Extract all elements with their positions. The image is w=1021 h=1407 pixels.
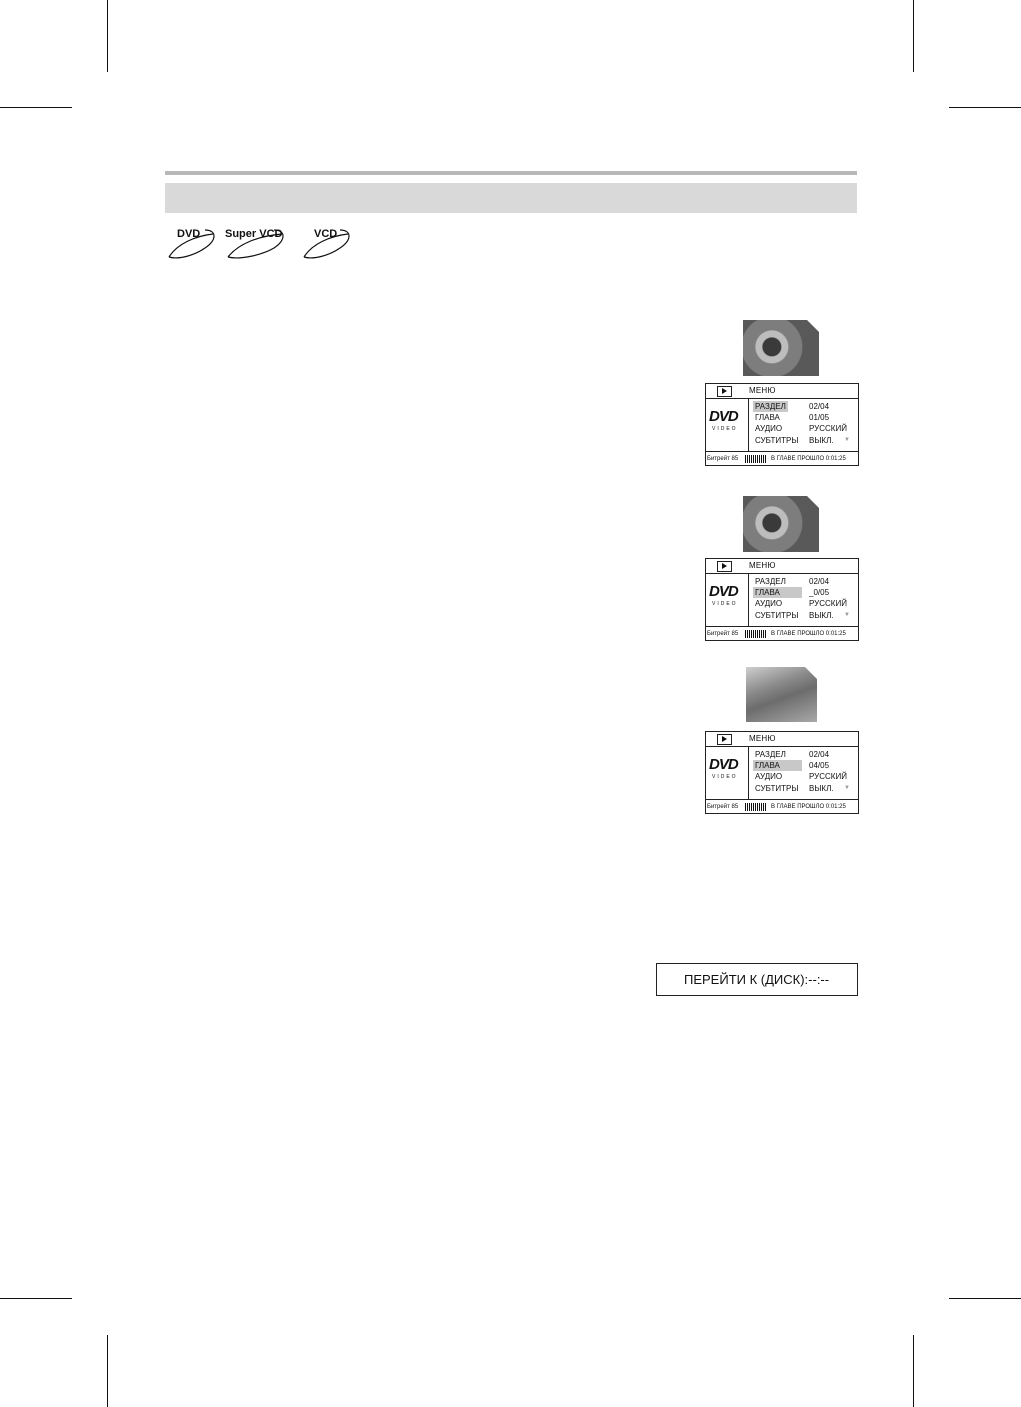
top-rule: [165, 171, 857, 175]
osd-row-title[interactable]: [751, 749, 857, 760]
crop-mark: [913, 1335, 914, 1407]
osd-menu-label: МЕНЮ: [749, 561, 776, 570]
crop-mark: [0, 1298, 72, 1299]
osd-row-subtitles[interactable]: [751, 435, 857, 446]
osd-row-label: АУДИО: [755, 599, 783, 609]
dvd-logo-subtext: VIDEO: [712, 426, 738, 432]
osd-row-audio[interactable]: [751, 423, 857, 434]
scroll-down-icon: ▼: [844, 437, 850, 443]
osd-row-label: СУБТИТРЫ: [755, 610, 799, 620]
osd-row-value: ВЫКЛ.: [809, 610, 834, 620]
scroll-down-icon: ▼: [844, 785, 850, 791]
disc-badge-dvd: [165, 222, 217, 262]
osd-row-value: 02/04: [809, 750, 830, 759]
osd-menu-panel: [705, 731, 859, 814]
osd-row-label: ГЛАВА: [753, 587, 802, 598]
scroll-down-icon: ▼: [844, 612, 850, 618]
dvd-video-logo: [706, 747, 749, 799]
goto-disc-time-box[interactable]: [656, 963, 858, 996]
elapsed-time: В ГЛАВЕ ПРОШЛО 0:01:25: [771, 456, 846, 462]
crop-mark: [0, 107, 72, 108]
osd-row-value: РУССКИЙ: [809, 772, 847, 782]
osd-row-label: РАЗДЕЛ: [755, 577, 786, 586]
crop-mark: [949, 107, 1021, 108]
osd-row-subtitles[interactable]: [751, 610, 857, 621]
osd-status-bar: [706, 451, 858, 466]
video-thumbnail-forest: [746, 667, 817, 722]
osd-row-value: 01/05: [809, 413, 830, 423]
osd-row-audio[interactable]: [751, 771, 857, 782]
osd-menu-label: МЕНЮ: [749, 386, 776, 395]
dvd-video-logo: [706, 574, 749, 626]
bitrate-label: Битрейт 85: [707, 804, 739, 810]
dvd-video-logo: [706, 399, 749, 451]
bitrate-meter-icon: [745, 803, 767, 811]
osd-row-subtitles[interactable]: [751, 783, 857, 794]
osd-row-chapter[interactable]: [751, 412, 857, 423]
crop-mark: [107, 0, 108, 72]
play-icon: [717, 386, 732, 397]
osd-row-value: _0/05: [809, 588, 830, 598]
osd-menu-panel: [705, 558, 859, 641]
osd-row-value: 04/05: [809, 761, 830, 771]
osd-row-value: РУССКИЙ: [809, 599, 847, 609]
disc-badge-vcd: [300, 222, 352, 262]
elapsed-time: В ГЛАВЕ ПРОШЛО 0:01:25: [771, 804, 846, 810]
dvd-logo-text: DVD: [709, 756, 738, 773]
osd-top-bar: [706, 559, 858, 574]
osd-row-value: 02/04: [809, 402, 830, 411]
bitrate-label: Битрейт 85: [707, 631, 739, 637]
bitrate-meter-icon: [745, 455, 767, 463]
crop-mark: [949, 1298, 1021, 1299]
osd-row-value: 02/04: [809, 577, 830, 586]
osd-top-bar: [706, 384, 858, 399]
osd-menu-panel: [705, 383, 859, 466]
goto-disc-time-text: ПЕРЕЙТИ К (ДИСК):--:--: [684, 972, 830, 987]
crop-mark: [913, 0, 914, 72]
osd-row-label: АУДИО: [755, 772, 783, 782]
osd-row-value: ВЫКЛ.: [809, 783, 834, 793]
osd-row-chapter[interactable]: [751, 760, 857, 771]
osd-row-title[interactable]: [751, 576, 857, 587]
crop-mark: [107, 1335, 108, 1407]
disc-badge-label: VCD: [314, 228, 338, 240]
osd-menu-label: МЕНЮ: [749, 734, 776, 743]
section-header-bar: [165, 183, 857, 213]
osd-row-audio[interactable]: [751, 598, 857, 609]
osd-row-label: АУДИО: [755, 424, 783, 434]
video-thumbnail-sunflower: [743, 320, 819, 376]
osd-status-bar: [706, 799, 858, 814]
dvd-logo-text: DVD: [709, 408, 738, 425]
osd-row-value: ВЫКЛ.: [809, 435, 834, 445]
dvd-logo-subtext: VIDEO: [712, 601, 738, 607]
osd-row-label: ГЛАВА: [755, 413, 780, 423]
video-thumbnail-sunflower: [743, 496, 819, 552]
dvd-logo-subtext: VIDEO: [712, 774, 738, 780]
play-icon: [717, 734, 732, 745]
disc-badge-label: DVD: [177, 228, 201, 240]
osd-row-label: СУБТИТРЫ: [755, 783, 799, 793]
osd-status-bar: [706, 626, 858, 641]
osd-row-label: РАЗДЕЛ: [755, 402, 786, 411]
osd-top-bar: [706, 732, 858, 747]
osd-row-title[interactable]: [751, 401, 857, 412]
elapsed-time: В ГЛАВЕ ПРОШЛО 0:01:25: [771, 631, 846, 637]
osd-row-label: РАЗДЕЛ: [755, 750, 786, 759]
disc-badge-label: Super VCD: [225, 228, 283, 240]
osd-row-value: РУССКИЙ: [809, 424, 847, 434]
osd-row-label: ГЛАВА: [753, 760, 802, 771]
dvd-logo-text: DVD: [709, 583, 738, 600]
osd-row-label: СУБТИТРЫ: [755, 435, 799, 445]
play-icon: [717, 561, 732, 572]
osd-row-chapter[interactable]: [751, 587, 857, 598]
bitrate-meter-icon: [745, 630, 767, 638]
bitrate-label: Битрейт 85: [707, 456, 739, 462]
disc-badge-super-vcd: [224, 222, 286, 262]
